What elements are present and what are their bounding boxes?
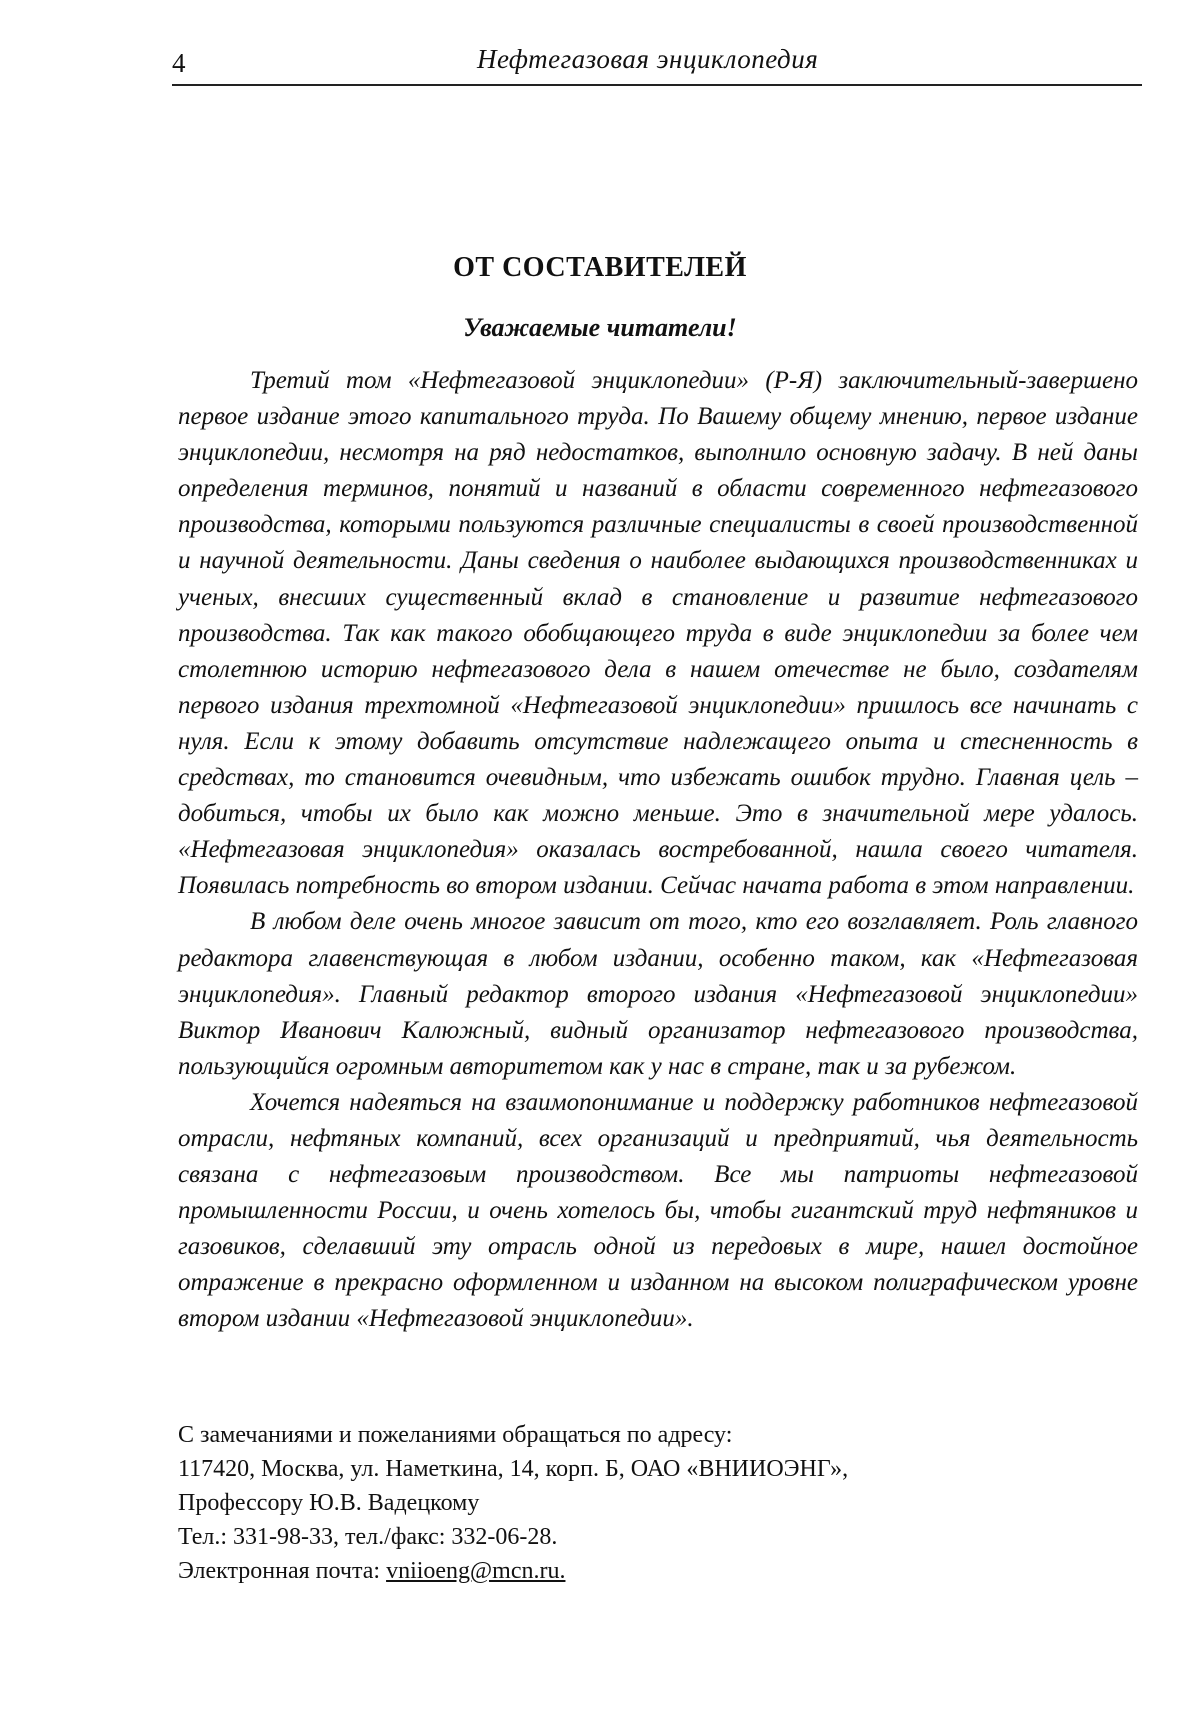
email-link[interactable]: vniioeng@mcn.ru. (386, 1558, 565, 1584)
page-header (172, 44, 1142, 86)
contact-recipient: Профессору Ю.В. Вадецкому (178, 1486, 1138, 1520)
paragraph-3: Хочется надеяться на взаимопонимание и поддержку работников нефтегазовой отрасли, нефтяных компаний, всех организаций и предприятий, чья деятельность связана с нефтегазовым производством. Все мы патриоты нефтегазовой промышленности России, и очень хотелось бы, чтобы гигантский труд нефтяников и газовиков, сделавший эту отрасль одной из передовых в мире, нашел достойное отражение в прекрасно оформленном и изданном на высоком полиграфическом уровне втором издании «Нефтегазовой энциклопедии». (178, 1085, 1138, 1338)
page-number: 4 (172, 48, 186, 79)
paragraph-1: Третий том «Нефтегазовой энциклопедии» (Р-Я) заключительный-завершено первое издание этого капитального труда. По Вашему общему мнению, первое издание энциклопедии, несмотря на ряд недостатков, выполнило основную задачу. В ней даны определения терминов, понятий и названий в области современного нефтегазового производства, которыми пользуются различные специалисты в своей производственной и научной деятельности. Даны сведения о наиболее выдающихся производственниках и ученых, внесших существенный вклад в становление и развитие нефтегазового производства. Так как такого обобщающего труда в виде энциклопедии за более чем столетнюю историю нефтегазового дела в нашем отечестве не было, создателям первого издания трехтомной «Нефтегазовой энциклопедии» пришлось все начинать с нуля. Если к этому добавить отсутствие надлежащего опыта и стесненность в средствах, то становится очевидным, что избежать ошибок трудно. Главная цель – добиться, чтобы их было как можно меньше. Это в значительной мере удалось. «Нефтегазовая энциклопедия» оказалась востребованной, нашла своего читателя. Появилась потребность во втором издании. Сейчас начата работа в этом направлении. (178, 363, 1138, 904)
running-title: Нефтегазовая энциклопедия (477, 44, 818, 75)
salutation: Уважаемые читатели! (0, 313, 1200, 343)
contact-email-line (178, 1554, 1138, 1588)
paragraph-2: В любом деле очень многое зависит от того, кто его возглавляет. Роль главного редактора главенствующая в любом издании, особенно таком, как «Нефтегазовая энциклопедия». Главный редактор второго издания «Нефтегазовой энциклопедии» Виктор Иванович Калюжный, видный организатор нефтегазового производства, пользующийся огромным авторитетом как у нас в стране, так и за рубежом. (178, 904, 1138, 1084)
contact-intro: С замечаниями и пожеланиями обращаться по адресу: (178, 1418, 1138, 1452)
body-text (178, 363, 1138, 1338)
contact-phone: Тел.: 331-98-33, тел./факс: 332-06-28. (178, 1520, 1138, 1554)
section-title: ОТ СОСТАВИТЕЛЕЙ (0, 252, 1200, 284)
contact-address: 117420, Москва, ул. Наметкина, 14, корп. Б, ОАО «ВНИИОЭНГ», (178, 1452, 1138, 1486)
email-label: Электронная почта: (178, 1558, 386, 1584)
contact-block (178, 1418, 1138, 1588)
